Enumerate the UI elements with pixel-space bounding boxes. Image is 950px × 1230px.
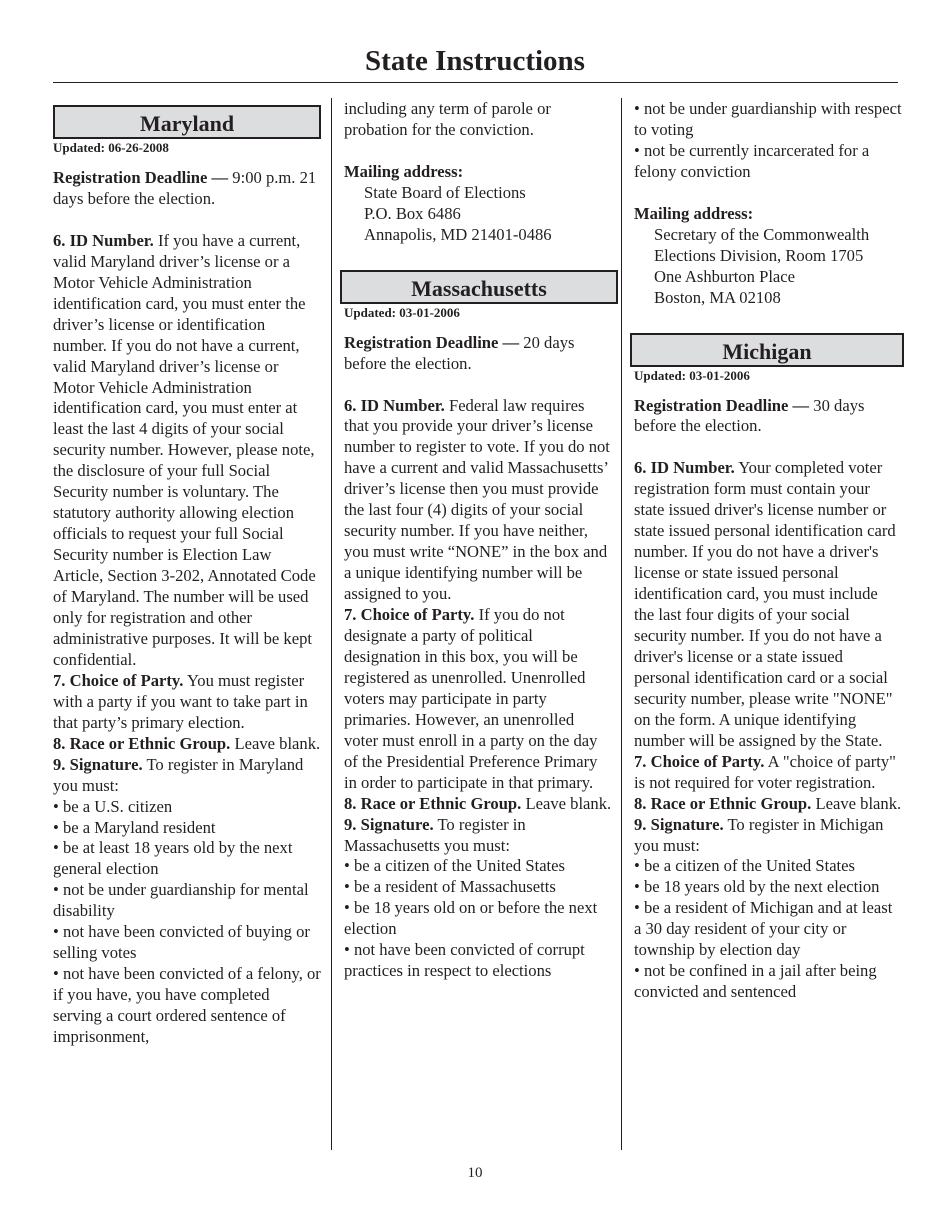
massachusetts-heading: Massachusetts — [340, 270, 618, 304]
list-item: • be a citizen of the United States — [634, 856, 855, 876]
address-line: Annapolis, MD 21401-0486 — [364, 224, 552, 244]
massachusetts-deadline: Registration Deadline — 20 days before the election. — [344, 332, 575, 373]
massachusetts-mailing-label: Mailing address: — [634, 203, 754, 223]
address-line: One Ashburton Place — [654, 266, 796, 286]
list-item: • be 18 years old by the next election — [634, 877, 880, 897]
list-item: • not be under guardianship for mental disability — [53, 880, 309, 921]
address-line: State Board of Elections — [364, 182, 526, 202]
maryland-signature: 9. Signature. To register in Maryland you must: — [53, 754, 304, 795]
massachusetts-race: 8. Race or Ethnic Group. Leave blank. — [344, 793, 612, 813]
list-item: • not have been convicted of buying or selling votes — [53, 922, 310, 963]
list-item: • be a resident of Massachusetts — [344, 877, 556, 897]
list-item: • be a citizen of the United States — [344, 856, 565, 876]
maryland-requirement-continued: including any term of parole or probation for the conviction. — [344, 99, 551, 139]
list-item: • not have been convicted of a felony, or if you have, you have completed serving a court ordered sentence of imprisonment, — [53, 964, 321, 1047]
massachusetts-section — [344, 246, 612, 983]
maryland-updated: Updated: 06-26-2008 — [53, 140, 169, 155]
address-line: P.O. Box 6486 — [364, 203, 461, 223]
page-title: State Instructions — [365, 45, 585, 77]
column-1 — [53, 99, 321, 1048]
list-item: • not be currently incarcerated for a felony conviction — [634, 140, 870, 181]
maryland-choice-of-party: 7. Choice of Party. You must register with a party if you want to take part in that party’s primary election. — [53, 670, 308, 732]
massachusetts-id-number: 6. ID Number. Federal law requires that you provide your driver’s license number to register to vote. If you do not have a current and valid Massachusetts’ driver’s license then you must provide the last four (4) digits of your social security number. If you have neither, you must write “NONE” in the box and a unique identifying number will be assigned to you. — [344, 395, 610, 604]
column-3 — [634, 99, 902, 1003]
michigan-signature: 9. Signature. To register in Michigan you must: — [634, 814, 884, 855]
michigan-heading: Michigan — [630, 333, 904, 367]
massachusetts-choice-of-party: 7. Choice of Party. If you do not designate a party of political designation in this box, you will be registered as unenrolled. Unenrolled voters may participate in party primaries. However, an unenrolled voter must enroll in a party on the day of the Presidential Preference Primary in order to participate in that primary. — [344, 605, 598, 792]
michigan-updated: Updated: 03-01-2006 — [634, 367, 750, 383]
maryland-heading: Maryland — [53, 105, 321, 139]
massachusetts-updated: Updated: 03-01-2006 — [344, 304, 460, 320]
maryland-race: 8. Race or Ethnic Group. Leave blank. — [53, 733, 321, 753]
column-2 — [344, 99, 612, 982]
column-divider — [621, 98, 622, 1150]
maryland-id-number: 6. ID Number. If you have a current, valid Maryland driver’s license or a Motor Vehicle Administration identification card, you must enter the driver’s license or identification number. If you do not have a current, valid Maryland driver’s license or Motor Vehicle Administration identification card, you must enter at least the last 4 digits of your social security number. However, please note, the disclosure of your full Social Security number is voluntary. The statutory authority allowing election officials to request your full Social Security number is Election Law Article, Section 3-202, Annotated Code of Maryland. The number will be used only for registration and other administrative purposes. It will be kept confidential. — [53, 230, 316, 669]
list-item: • be a resident of Michigan and at least a 30 day resident of your city or township by election day — [634, 898, 893, 960]
list-item: • be at least 18 years old by the next general election — [53, 838, 293, 879]
page-number: 10 — [467, 1165, 483, 1181]
michigan-id-number: 6. ID Number. Your completed voter registration form must contain your state issued driver's license number or state issued personal identification card number. If you do not have a driver's license or state issued personal identification card, you must include the last four digits of your social security number. If you do not have a driver's license or a state issued personal identification card or a social security number, please write "NONE" on the form. A unique identifying number will be assigned by the State. — [634, 458, 896, 750]
list-item: • not have been convicted of corrupt practices in respect to elections — [344, 940, 585, 981]
michigan-section — [634, 309, 902, 1004]
maryland-mailing-label: Mailing address: — [344, 161, 464, 181]
list-item: • be 18 years old on or before the next election — [344, 898, 598, 939]
list-item: • not be under guardianship with respect to voting — [634, 99, 902, 139]
list-item: • be a U.S. citizen — [53, 796, 173, 816]
michigan-race: 8. Race or Ethnic Group. Leave blank. — [634, 793, 902, 813]
michigan-deadline: Registration Deadline — 30 days before the election. — [634, 395, 865, 436]
massachusetts-signature: 9. Signature. To register in Massachusetts you must: — [344, 814, 526, 855]
column-divider — [331, 98, 332, 1150]
maryland-section — [53, 99, 321, 1048]
list-item: • not be confined in a jail after being convicted and sentenced — [634, 961, 877, 1002]
list-item: • be a Maryland resident — [53, 817, 216, 837]
address-line: Secretary of the Commonwealth — [654, 224, 870, 244]
title-rule — [53, 82, 898, 83]
address-line: Boston, MA 02108 — [654, 287, 781, 307]
address-line: Elections Division, Room 1705 — [654, 245, 864, 265]
maryland-deadline: Registration Deadline — 9:00 p.m. 21 days before the election. — [53, 168, 317, 208]
michigan-choice-of-party: 7. Choice of Party. A "choice of party" is not required for voter registration. — [634, 751, 896, 792]
